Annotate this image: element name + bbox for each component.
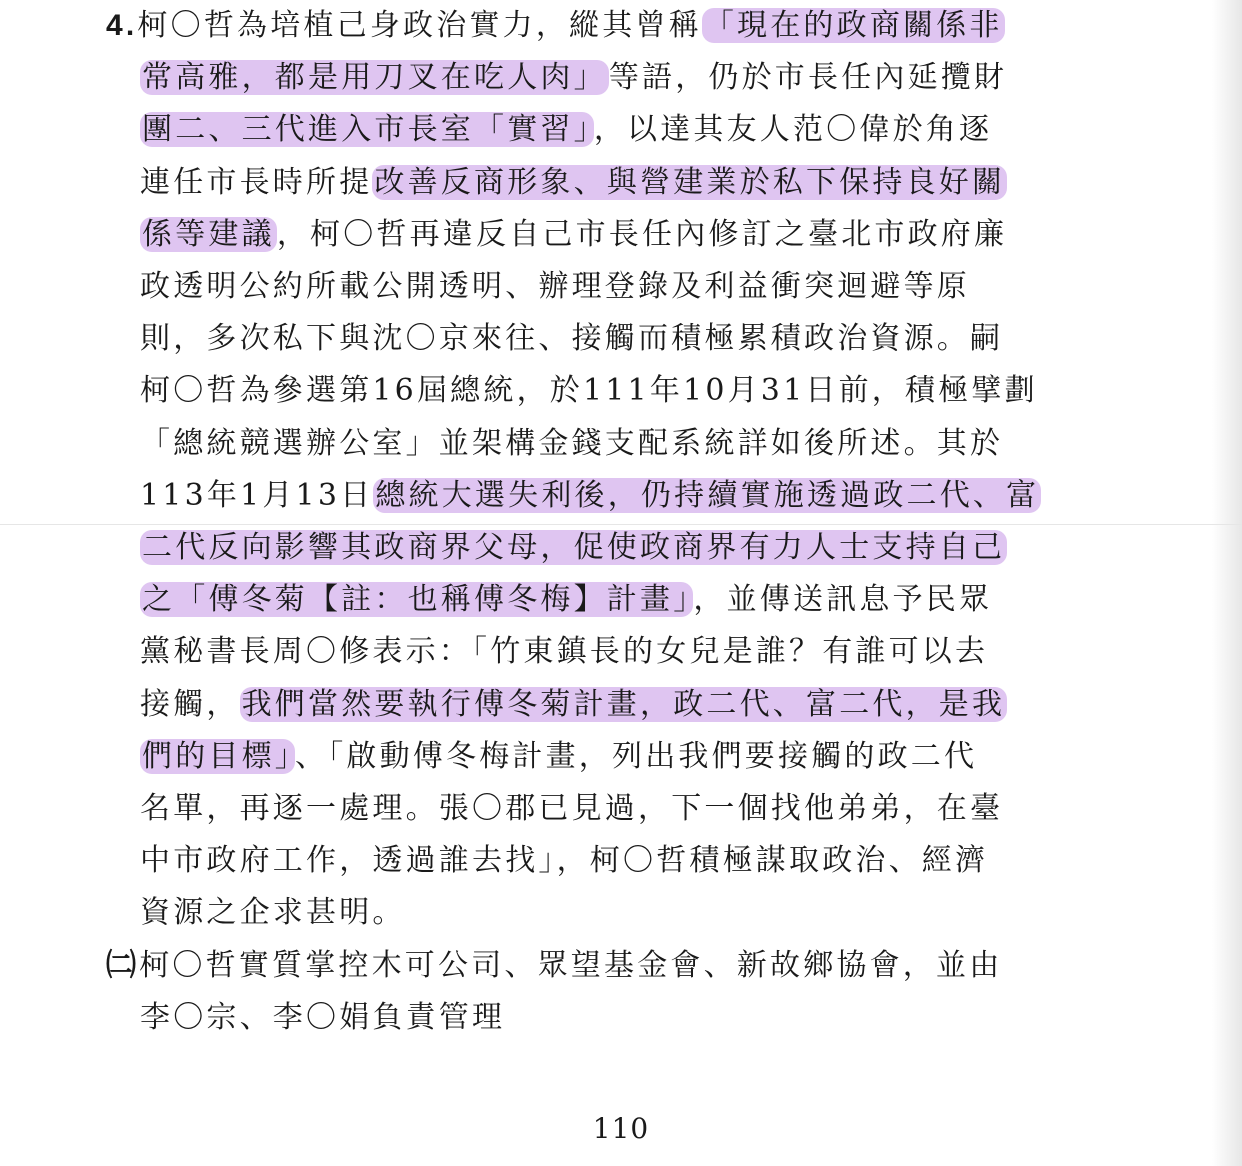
line-text: 連任市長時所提 [140, 164, 373, 200]
line-text: 「總統競選辦公室」並架構金錢支配系統詳如後所述。其於 [140, 425, 1004, 461]
text-line [106, 0, 1005, 52]
highlighted-text: 二代反向影響其政商界父母，促使政商界有力人士支持自己 [142, 530, 1006, 565]
highlighted-text: 團二、三代進入市長室「實習」 [142, 112, 592, 148]
text-line [140, 835, 988, 887]
text-line [140, 574, 992, 626]
line-text: 柯〇哲實質掌控木可公司、眾望基金會、新故鄉協會，並由 [139, 947, 1003, 983]
line-text: 柯〇哲為培植己身政治實力，縱其曾稱 [137, 8, 702, 43]
line-text: 則，多次私下與沈〇京來往、接觸而積極累積政治資源。嗣 [140, 321, 1004, 357]
text-line [140, 157, 1007, 209]
text-line [106, 940, 1002, 992]
text-line [140, 365, 1038, 417]
highlighted-text: 係等建議 [142, 216, 275, 252]
item-number: 4. [106, 9, 138, 42]
text-line [140, 522, 1007, 574]
line-text: 李〇宗、李〇娟負責管理 [140, 999, 506, 1035]
text-line [140, 679, 1007, 731]
line-text: 資源之企求甚明。 [140, 895, 406, 931]
page-edge-shadow [1212, 0, 1242, 1166]
highlighted-text: 們的目標」 [142, 738, 293, 774]
line-text: 、「啟動傅冬梅計畫，列出我們要接觸的政二代 [295, 738, 978, 774]
item-number: ㈡ [106, 948, 140, 982]
line-text: 接觸， [140, 686, 240, 722]
highlighted-text: 常高雅，都是用刀叉在吃人肉」 [142, 60, 607, 96]
text-line [140, 313, 1003, 365]
line-text: 名單，再逐一處理。張〇郡已見過，下一個找他弟弟，在臺 [140, 791, 1004, 826]
line-text: 政透明公約所載公開透明、辦理登錄及利益衝突迴避等原 [140, 269, 970, 304]
line-text: ，柯〇哲再違反自己市長任內修訂之臺北市政府廉 [276, 216, 1008, 252]
text-line [140, 418, 1003, 470]
line-text: ，並傳送訊息予民眾 [693, 582, 993, 618]
text-line [140, 626, 988, 678]
text-line [140, 209, 1007, 261]
text-line [140, 52, 1007, 104]
line-text: 黨秘書長周〇修表示：「竹東鎮長的女兒是誰？有誰可以去 [140, 634, 989, 670]
highlighted-text: 之「傅冬菊【註：也稱傅冬梅】計畫」 [142, 582, 692, 618]
text-line [140, 261, 970, 313]
text-line [140, 731, 977, 783]
line-text: 柯〇哲為參選第16屆總統，於111年10月31日前，積極擘劃 [140, 373, 1038, 409]
text-line [140, 783, 1003, 835]
highlighted-text: 改善反商形象、與營建業於私下保持良好關 [374, 164, 1006, 200]
line-text: ，以達其友人范〇偉於角逐 [593, 112, 993, 148]
line-text: 等語，仍於市長任內延攬財 [608, 60, 1008, 96]
highlighted-text: 總統大選失利後，仍持續實施透過政二代、富 [375, 477, 1040, 513]
text-line [140, 104, 992, 156]
page-number: 110 [592, 1112, 650, 1145]
line-text: 113年1月13日 [140, 477, 374, 513]
text-line [140, 992, 505, 1044]
line-text: 中市政府工作，透過誰去找」，柯〇哲積極謀取政治、經濟 [140, 843, 989, 879]
highlighted-text: 「現在的政商關係非 [703, 8, 1003, 43]
highlighted-text: 我們當然要執行傅冬菊計畫，政二代、富二代，是我 [241, 686, 1006, 722]
text-line [140, 887, 406, 939]
text-line [140, 470, 1041, 522]
